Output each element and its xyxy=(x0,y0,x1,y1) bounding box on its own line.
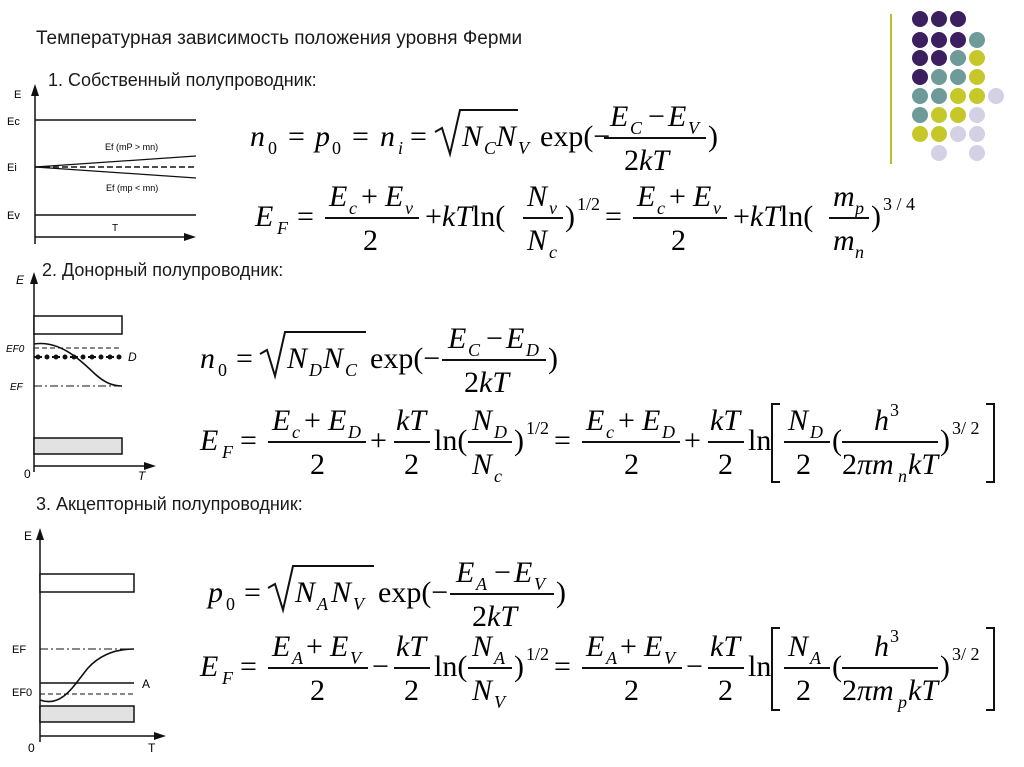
svg-text:N: N xyxy=(287,342,308,375)
d1-curve-upper-line xyxy=(35,156,196,167)
svg-text:1/2: 1/2 xyxy=(526,418,550,438)
svg-text:kT: kT xyxy=(710,404,740,437)
svg-text:E: E xyxy=(448,322,467,355)
svg-text:m: m xyxy=(833,180,855,213)
svg-text:p: p xyxy=(898,692,907,712)
svg-text:2: 2 xyxy=(624,674,639,707)
svg-text:2: 2 xyxy=(310,448,325,481)
svg-text:F: F xyxy=(222,442,233,462)
svg-text:=: = xyxy=(244,576,261,609)
dots-row-3 xyxy=(912,50,985,66)
d2-conduction-band xyxy=(34,316,122,334)
svg-text:p: p xyxy=(208,576,223,609)
svg-text:N: N xyxy=(295,576,316,609)
svg-text:A: A xyxy=(810,648,821,668)
svg-text:n: n xyxy=(380,120,395,153)
svg-text:kT: kT xyxy=(908,448,938,481)
equation-intrinsic-concentration xyxy=(230,96,750,176)
svg-text:2: 2 xyxy=(718,674,733,707)
d2-axis-t: T xyxy=(138,469,146,483)
svg-text:): ) xyxy=(708,120,718,153)
svg-text:E: E xyxy=(385,180,404,213)
svg-text:c: c xyxy=(494,466,502,486)
svg-text:E: E xyxy=(272,404,291,437)
d3-valence-band xyxy=(40,706,134,722)
svg-text:m: m xyxy=(833,224,855,257)
svg-text:D: D xyxy=(494,422,507,442)
svg-text:V: V xyxy=(664,648,675,668)
svg-text:v: v xyxy=(405,198,413,218)
svg-text:E: E xyxy=(637,180,656,213)
svg-text:): ) xyxy=(871,200,881,233)
svg-text:D: D xyxy=(662,422,675,442)
svg-text:C: C xyxy=(484,138,497,158)
svg-text:=: = xyxy=(297,200,314,233)
svg-text:v: v xyxy=(713,198,721,218)
svg-text:ln(: ln( xyxy=(434,424,468,457)
svg-text:N: N xyxy=(331,576,352,609)
svg-text:2: 2 xyxy=(718,448,733,481)
equation-donor-fermi xyxy=(190,398,1000,488)
svg-text:+kTln(: +kTln( xyxy=(425,200,506,233)
svg-text:E: E xyxy=(642,404,661,437)
svg-text:+kTln(: +kTln( xyxy=(733,200,814,233)
svg-text:−: − xyxy=(686,650,703,683)
svg-text:2: 2 xyxy=(404,674,419,707)
diagram-intrinsic xyxy=(0,84,210,254)
svg-text:2πm: 2πm xyxy=(842,448,894,481)
d1-axis-e: E xyxy=(14,89,22,101)
svg-text:2kT: 2kT xyxy=(464,366,509,396)
svg-text:): ) xyxy=(514,424,524,457)
equation-donor-concentration xyxy=(190,316,610,396)
svg-text:N: N xyxy=(323,342,344,375)
svg-text:v: v xyxy=(549,198,557,218)
svg-text:=: = xyxy=(240,650,257,683)
svg-text:D: D xyxy=(348,422,361,442)
svg-text:E: E xyxy=(586,404,605,437)
svg-text:2: 2 xyxy=(404,448,419,481)
d1-curve-lower-line xyxy=(35,167,196,178)
svg-text:1/2: 1/2 xyxy=(526,644,550,664)
svg-text:+: + xyxy=(618,404,635,437)
svg-text:E: E xyxy=(610,100,629,133)
svg-text:2πm: 2πm xyxy=(842,674,894,707)
svg-text:D: D xyxy=(309,360,322,380)
svg-text:N: N xyxy=(496,120,517,153)
equation-acceptor-concentration xyxy=(198,550,618,630)
svg-text:−: − xyxy=(494,556,511,589)
svg-text:1/2: 1/2 xyxy=(577,194,601,214)
svg-text:C: C xyxy=(468,340,481,360)
svg-text:): ) xyxy=(548,342,558,375)
svg-text:V: V xyxy=(494,692,505,712)
svg-text:n: n xyxy=(250,120,265,153)
svg-text:n: n xyxy=(200,342,215,375)
d3-label-a: A xyxy=(142,677,151,691)
svg-text:=: = xyxy=(352,120,369,153)
svg-text:E: E xyxy=(200,650,219,683)
svg-text:N: N xyxy=(472,404,493,437)
diagram-donor xyxy=(0,270,170,485)
d3-origin: 0 xyxy=(28,741,35,755)
svg-text:2: 2 xyxy=(624,448,639,481)
svg-text:2: 2 xyxy=(310,674,325,707)
svg-text:c: c xyxy=(606,422,614,442)
d1-label-ec: Ec xyxy=(7,116,20,128)
d2-label-ef0: EF0 xyxy=(6,344,25,355)
svg-text:kT: kT xyxy=(710,630,740,663)
svg-text:E: E xyxy=(586,630,605,663)
svg-text:2: 2 xyxy=(796,448,811,481)
svg-text:=: = xyxy=(236,342,253,375)
svg-text:): ) xyxy=(556,576,566,609)
svg-text:kT: kT xyxy=(396,404,426,437)
svg-text:=: = xyxy=(288,120,305,153)
d2-label-ef: EF xyxy=(10,382,23,393)
svg-text:E: E xyxy=(328,404,347,437)
svg-text:E: E xyxy=(456,556,475,589)
diagram-acceptor xyxy=(0,520,175,760)
svg-text:+: + xyxy=(684,424,701,457)
svg-text:N: N xyxy=(472,630,493,663)
svg-text:3 / 4: 3 / 4 xyxy=(883,194,916,214)
svg-text:ln: ln xyxy=(748,424,772,457)
svg-text:): ) xyxy=(514,650,524,683)
svg-text:0: 0 xyxy=(332,138,341,158)
decorative-dot-grid xyxy=(900,0,1020,170)
svg-text:3: 3 xyxy=(890,626,899,646)
equation-intrinsic-fermi xyxy=(235,176,935,266)
d1-label-curve-upper: Ef (mP > mn) xyxy=(105,142,159,152)
d3-axis-e: E xyxy=(24,529,33,543)
svg-text:E: E xyxy=(514,556,533,589)
dots-row-1 xyxy=(912,11,966,27)
svg-text:A: A xyxy=(317,594,328,614)
svg-text:V: V xyxy=(688,118,699,138)
svg-text:0: 0 xyxy=(218,360,227,380)
svg-text:n: n xyxy=(855,242,864,262)
d1-label-ev: Ev xyxy=(7,210,20,222)
svg-text:c: c xyxy=(292,422,300,442)
svg-text:E: E xyxy=(272,630,291,663)
dots-row-8 xyxy=(931,145,985,161)
d3-label-ef0: EF0 xyxy=(12,687,33,699)
d3-axis-t: T xyxy=(148,741,156,755)
svg-text:C: C xyxy=(630,118,643,138)
page-title: Температурная зависимость положения уровня Ферми xyxy=(36,28,523,49)
svg-text:N: N xyxy=(788,404,809,437)
svg-text:E: E xyxy=(644,630,663,663)
svg-text:exp(−: exp(− xyxy=(370,342,441,375)
svg-text:N: N xyxy=(527,180,548,213)
svg-text:V: V xyxy=(350,648,361,668)
svg-text:h: h xyxy=(874,630,889,663)
svg-text:h: h xyxy=(874,404,889,437)
svg-text:2kT: 2kT xyxy=(472,600,517,630)
svg-text:c: c xyxy=(657,198,665,218)
svg-text:3: 3 xyxy=(890,400,899,420)
svg-text:3/ 2: 3/ 2 xyxy=(952,418,980,438)
d3-fermi-curve xyxy=(40,649,134,702)
svg-text:N: N xyxy=(788,630,809,663)
svg-text:kT: kT xyxy=(908,674,938,707)
svg-text:c: c xyxy=(549,242,557,262)
svg-text:E: E xyxy=(329,180,348,213)
svg-text:c: c xyxy=(349,198,357,218)
svg-text:2: 2 xyxy=(671,224,686,257)
svg-text:(: ( xyxy=(832,424,842,457)
svg-text:E: E xyxy=(693,180,712,213)
d1-label-curve-lower: Ef (mp < mn) xyxy=(106,183,159,193)
dots-row-5 xyxy=(912,88,1004,104)
svg-text:2kT: 2kT xyxy=(624,144,669,176)
equation-acceptor-fermi xyxy=(190,620,1000,715)
svg-text:E: E xyxy=(255,200,274,233)
svg-text:E: E xyxy=(330,630,349,663)
svg-text:−: − xyxy=(486,322,503,355)
dots-row-6 xyxy=(912,107,985,123)
svg-text:−: − xyxy=(648,100,665,133)
svg-text:N: N xyxy=(472,448,493,481)
svg-text:i: i xyxy=(398,138,404,158)
svg-text:): ) xyxy=(940,424,950,457)
svg-text:N: N xyxy=(527,224,548,257)
svg-text:exp(−: exp(− xyxy=(540,120,611,153)
svg-text:ln: ln xyxy=(748,650,772,683)
svg-text:ln(: ln( xyxy=(434,650,468,683)
svg-text:V: V xyxy=(518,138,529,158)
d1-axis-t: T xyxy=(112,223,119,234)
svg-text:p: p xyxy=(855,198,864,218)
d3-label-ef: EF xyxy=(12,644,27,656)
svg-text:N: N xyxy=(472,674,493,707)
d3-conduction-band xyxy=(40,574,134,592)
decorative-vertical-line xyxy=(890,14,892,164)
svg-text:2: 2 xyxy=(363,224,378,257)
svg-text:A: A xyxy=(292,648,303,668)
svg-text:+: + xyxy=(361,180,378,213)
d2-valence-band xyxy=(34,438,122,454)
dots-row-7 xyxy=(912,126,985,142)
svg-text:exp(−: exp(− xyxy=(378,576,449,609)
svg-text:−: − xyxy=(372,650,389,683)
svg-text:=: = xyxy=(605,200,622,233)
svg-text:A: A xyxy=(606,648,617,668)
svg-text:F: F xyxy=(222,668,233,688)
svg-text:): ) xyxy=(565,200,575,233)
svg-text:0: 0 xyxy=(268,138,277,158)
svg-text:V: V xyxy=(353,594,364,614)
svg-text:V: V xyxy=(534,574,545,594)
section-heading-intrinsic: 1. Собственный полупроводник: xyxy=(48,70,317,90)
d1-label-ei: Ei xyxy=(7,162,17,174)
svg-text:E: E xyxy=(200,424,219,457)
dots-row-2 xyxy=(912,32,985,48)
section-heading-acceptor: 3. Акцепторный полупроводник: xyxy=(36,494,303,514)
d2-origin: 0 xyxy=(24,467,31,481)
svg-text:(: ( xyxy=(832,650,842,683)
svg-text:=: = xyxy=(410,120,427,153)
svg-text:2: 2 xyxy=(796,674,811,707)
svg-text:p: p xyxy=(315,120,330,153)
svg-text:+: + xyxy=(370,424,387,457)
d2-axis-e: E xyxy=(16,273,25,287)
svg-text:A: A xyxy=(476,574,487,594)
svg-text:0: 0 xyxy=(226,594,235,614)
svg-text:A: A xyxy=(494,648,505,668)
section-heading-donor: 2. Донорный полупроводник: xyxy=(42,260,284,280)
svg-text:=: = xyxy=(554,650,571,683)
svg-text:+: + xyxy=(669,180,686,213)
svg-text:+: + xyxy=(620,630,637,663)
svg-text:+: + xyxy=(306,630,323,663)
svg-text:): ) xyxy=(940,650,950,683)
d2-label-d: D xyxy=(128,350,137,364)
svg-text:F: F xyxy=(277,218,288,238)
svg-text:C: C xyxy=(345,360,358,380)
svg-text:=: = xyxy=(554,424,571,457)
svg-text:N: N xyxy=(462,120,483,153)
svg-text:+: + xyxy=(304,404,321,437)
svg-text:E: E xyxy=(668,100,687,133)
svg-text:D: D xyxy=(810,422,823,442)
svg-text:=: = xyxy=(240,424,257,457)
dots-row-4 xyxy=(912,69,985,85)
svg-text:D: D xyxy=(526,340,539,360)
svg-text:n: n xyxy=(898,466,907,486)
svg-text:kT: kT xyxy=(396,630,426,663)
d2-fermi-curve xyxy=(34,343,122,386)
svg-text:3/ 2: 3/ 2 xyxy=(952,644,980,664)
svg-text:E: E xyxy=(506,322,525,355)
